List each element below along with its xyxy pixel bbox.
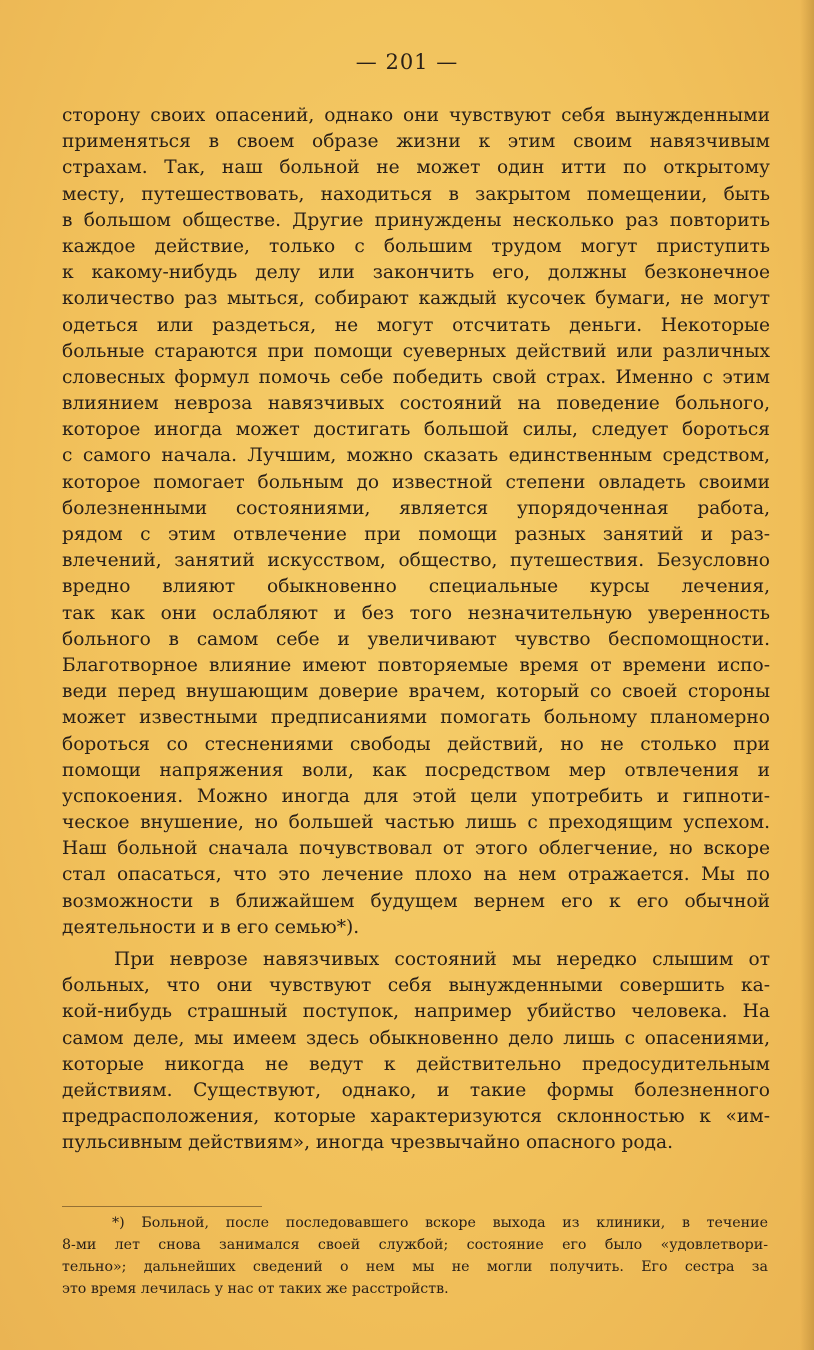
page-number: — 201 — bbox=[355, 50, 459, 74]
text-line: с самого начала. Лучшим, можно сказать единственным средством, bbox=[62, 445, 770, 467]
text-line: больные стараются при помощи суеверных действий или различных bbox=[62, 340, 770, 362]
text-line: бороться со стеснениями свободы действий, но не столько при bbox=[62, 733, 770, 755]
footnote-line: *) Больной, после последовавшего вскоре выхода из клиники, в течение bbox=[112, 1215, 768, 1231]
text-line: месту, путешествовать, находиться в закрытом помещении, быть bbox=[62, 183, 770, 205]
footnote-line: это время лечилась у нас от таких же расстройств. bbox=[62, 1281, 449, 1297]
text-line: может известными предписаниями помогать больному планомерно bbox=[62, 707, 770, 729]
text-line: ческое внушение, но большей частью лишь с преходящим успехом. bbox=[62, 812, 770, 834]
footnote bbox=[62, 1212, 768, 1300]
footnote-line: тельно»; дальнейших сведений о нем мы не могли получить. Его сестра за bbox=[62, 1259, 768, 1275]
text-line: вредно влияют обыкновенно специальные курсы лечения, bbox=[62, 576, 770, 598]
text-line: страхам. Так, наш больной не может один итти по открытому bbox=[62, 157, 770, 179]
text-line: пульсивным действиям», иногда чрезвычайно опасного рода. bbox=[62, 1132, 674, 1154]
text-line: влечений, занятий искусством, общество, путешествия. Безусловно bbox=[62, 550, 770, 572]
text-line: стал опасаться, что это лечение плохо на нем отражается. Мы по bbox=[62, 864, 770, 886]
body-text bbox=[62, 103, 770, 1157]
text-line: которое помогает больным до известной степени овладеть своими bbox=[62, 471, 770, 493]
text-line: кой-нибудь страшный поступок, например убийство человека. На bbox=[62, 1001, 770, 1023]
text-line: деятельности и в его семью*). bbox=[62, 916, 360, 938]
text-line: веди перед внушающим доверие врачем, который со своей стороны bbox=[62, 681, 770, 703]
text-line: возможности в ближайшем будущем вернем его к его обычной bbox=[62, 890, 770, 912]
text-line: рядом с этим отвлечение при помощи разных занятий и раз- bbox=[62, 524, 770, 545]
text-line: больных, что они чувствуют себя вынужденными совершить ка- bbox=[62, 975, 770, 997]
text-line: которые никогда не ведут к действительно предосудительным bbox=[62, 1053, 770, 1075]
paragraph bbox=[62, 103, 770, 941]
text-line: влиянием невроза навязчивых состояний на поведение больного, bbox=[62, 393, 770, 415]
text-line: применяться в своем образе жизни к этим своим навязчивым bbox=[62, 131, 770, 153]
text-line: успокоения. Можно иногда для этой цели употребить и гипноти- bbox=[62, 785, 770, 807]
text-line: самом деле, мы имеем здесь обыкновенно дело лишь с опасениями, bbox=[62, 1027, 770, 1049]
text-line: действиям. Существуют, однако, и такие формы болезненного bbox=[62, 1079, 770, 1101]
footnote-line: 8-ми лет снова занимался своей службой; состояние его было «удовлетвори- bbox=[62, 1237, 768, 1253]
text-line: так как они ослабляют и без того незначительную уверенность bbox=[62, 602, 770, 624]
text-line: При неврозе навязчивых состояний мы нередко слышим от bbox=[114, 949, 770, 970]
text-line: словесных формул помочь себе победить свой страх. Именно с этим bbox=[62, 366, 770, 388]
text-line: каждое действие, только с большим трудом могут приступить bbox=[62, 235, 770, 257]
text-line: больного в самом себе и увеличивают чувство беспомощности. bbox=[62, 628, 770, 650]
text-line: Наш больной сначала почувствовал от этого облегчение, но вскоре bbox=[62, 838, 770, 860]
footnote-divider bbox=[62, 1206, 262, 1207]
page-edge-shadow bbox=[800, 0, 814, 1350]
text-line: предрасположения, которые характеризуются склонностью к «им- bbox=[62, 1106, 770, 1128]
text-line: одеться или раздеться, не могут отсчитать деньги. Некоторые bbox=[62, 314, 770, 336]
text-line: к какому-нибудь делу или закончить его, должны безконечное bbox=[62, 262, 770, 284]
paragraph bbox=[62, 947, 770, 1157]
text-line: болезненными состояниями, является упорядоченная работа, bbox=[62, 497, 770, 519]
text-line: помощи напряжения воли, как посредством мер отвлечения и bbox=[62, 759, 770, 781]
text-line: в большом обществе. Другие принуждены несколько раз повторить bbox=[62, 209, 770, 231]
text-line: сторону своих опасений, однако они чувствуют себя вынужденными bbox=[62, 105, 770, 126]
text-line: которое иногда может достигать большой силы, следует бороться bbox=[62, 419, 770, 441]
text-line: Благотворное влияние имеют повторяемые время от времени испо- bbox=[62, 654, 770, 676]
text-line: количество раз мыться, собирают каждый кусочек бумаги, не могут bbox=[62, 288, 770, 310]
